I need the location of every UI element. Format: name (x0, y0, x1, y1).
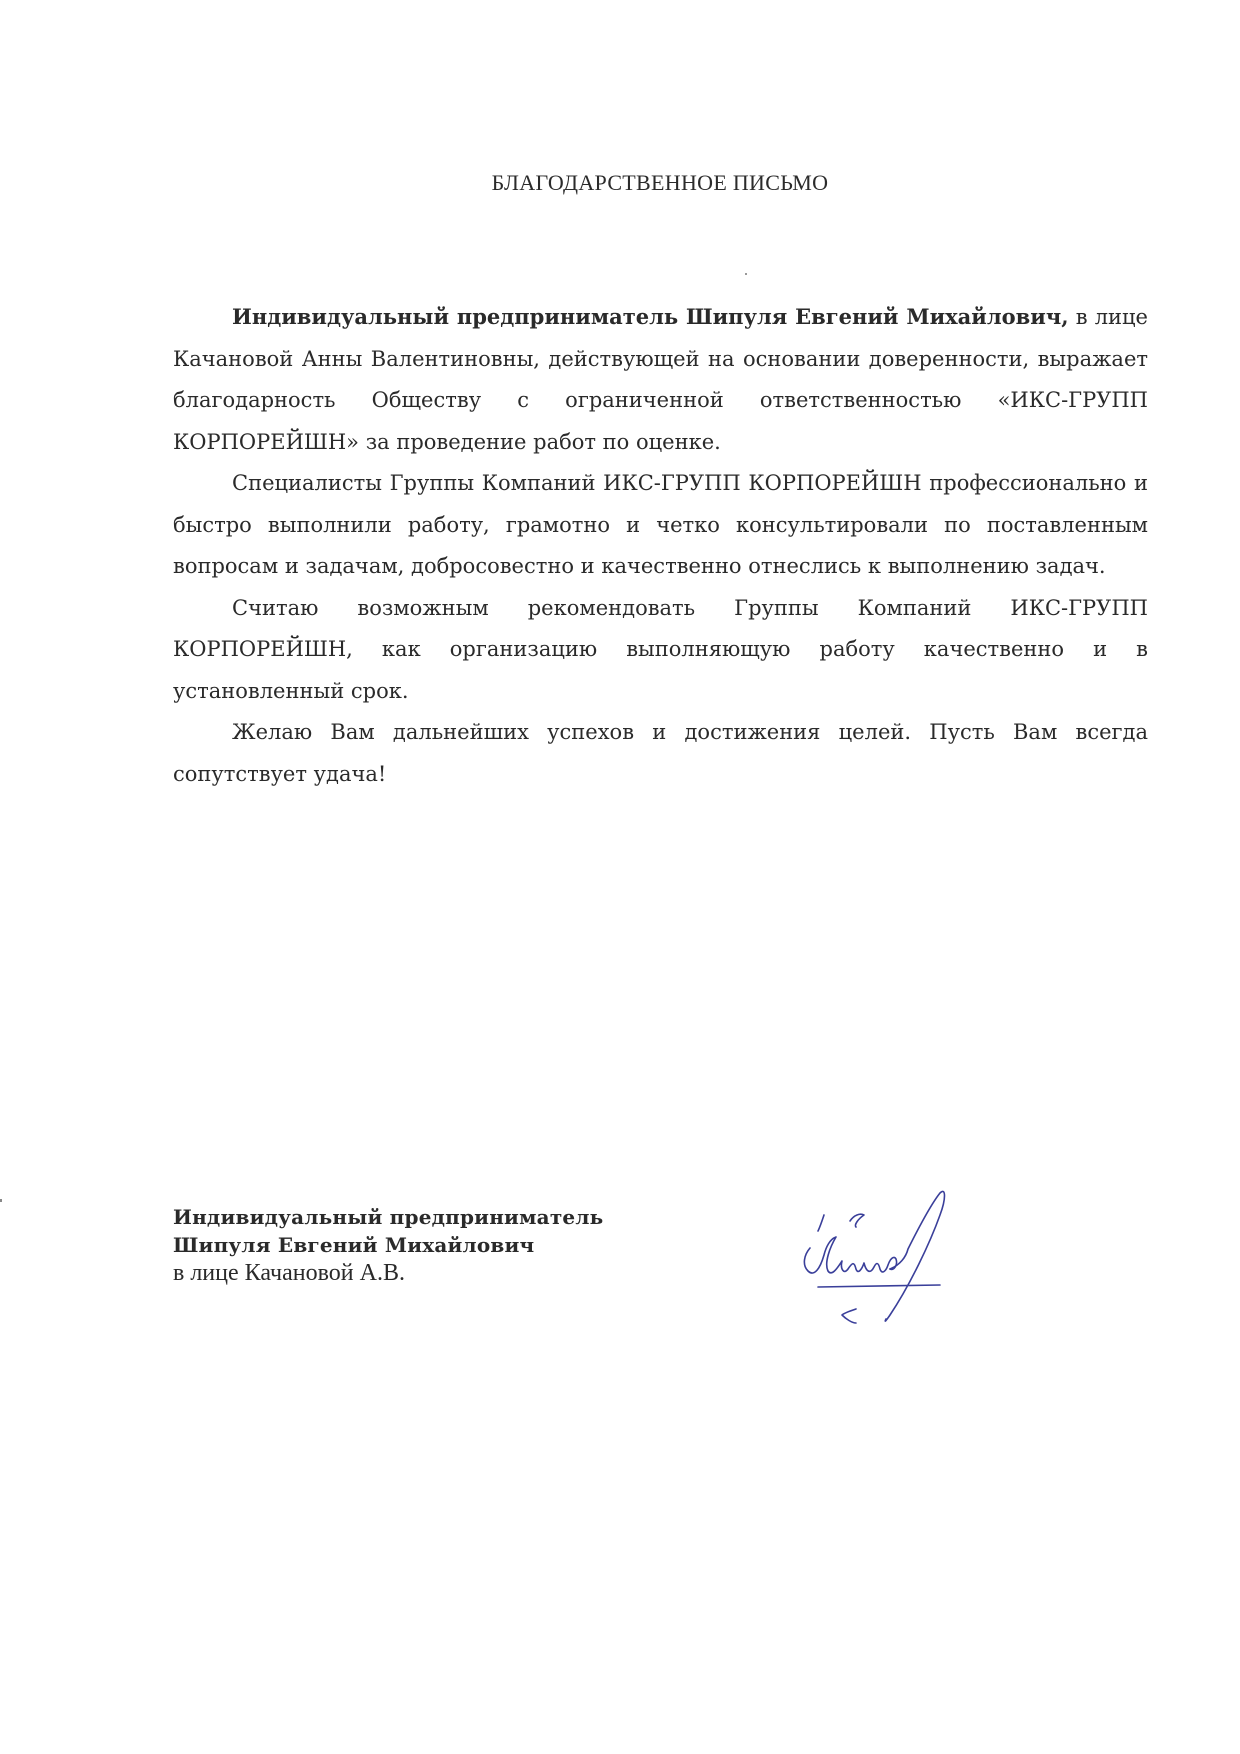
paragraph-3: Считаю возможным рекомендовать Группы Компаний ИКС-ГРУПП КОРПОРЕЙШН, как организацию выполняющую работу качественно и в установленный срок. (173, 595, 1148, 703)
scan-speck (745, 273, 747, 275)
letter-title: БЛАГОДАРСТВЕННОЕ ПИСЬМО (491, 170, 829, 195)
paragraph-4: Желаю Вам дальнейших успехов и достижения целей. Пусть Вам всегда сопутствует удача! (173, 720, 1148, 786)
paragraph-1 (173, 296, 1148, 463)
handwritten-signature (790, 1185, 1020, 1335)
sender-name-bold: Индивидуальный предприниматель Шипуля Евгений Михайлович, (232, 304, 1069, 329)
paragraph-1-text: в лице Качановой Анны Валентиновны, действующей на основании доверенности, выражает благодарность Обществу с ограниченной ответственностью «ИКС-ГРУПП КОРПОРЕЙШН» за проведение работ по оценке. (173, 305, 1148, 454)
signer-representative: в лице Качановой А.В. (173, 1260, 405, 1286)
signature-lower-hook (842, 1309, 856, 1323)
signature-tick-stroke (818, 1215, 824, 1231)
signature-block (173, 1203, 603, 1287)
signer-name: Шипуля Евгений Михайлович (173, 1233, 535, 1257)
paragraph-2: Специалисты Группы Компаний ИКС-ГРУПП КОРПОРЕЙШН профессионально и быстро выполнили работу, грамотно и четко консультировали по поставленным вопросам и задачам, добросовестно и качественно отнеслись к выполнению задач. (173, 471, 1148, 578)
scan-edge-mark (0, 1199, 2, 1202)
signature-underline (818, 1285, 940, 1287)
signature-loop-stroke (885, 1191, 944, 1321)
letter-body (173, 296, 1148, 795)
signature-accent-stroke (850, 1214, 864, 1227)
signature-stroke-main (804, 1237, 896, 1273)
signer-title: Индивидуальный предприниматель (173, 1205, 604, 1229)
